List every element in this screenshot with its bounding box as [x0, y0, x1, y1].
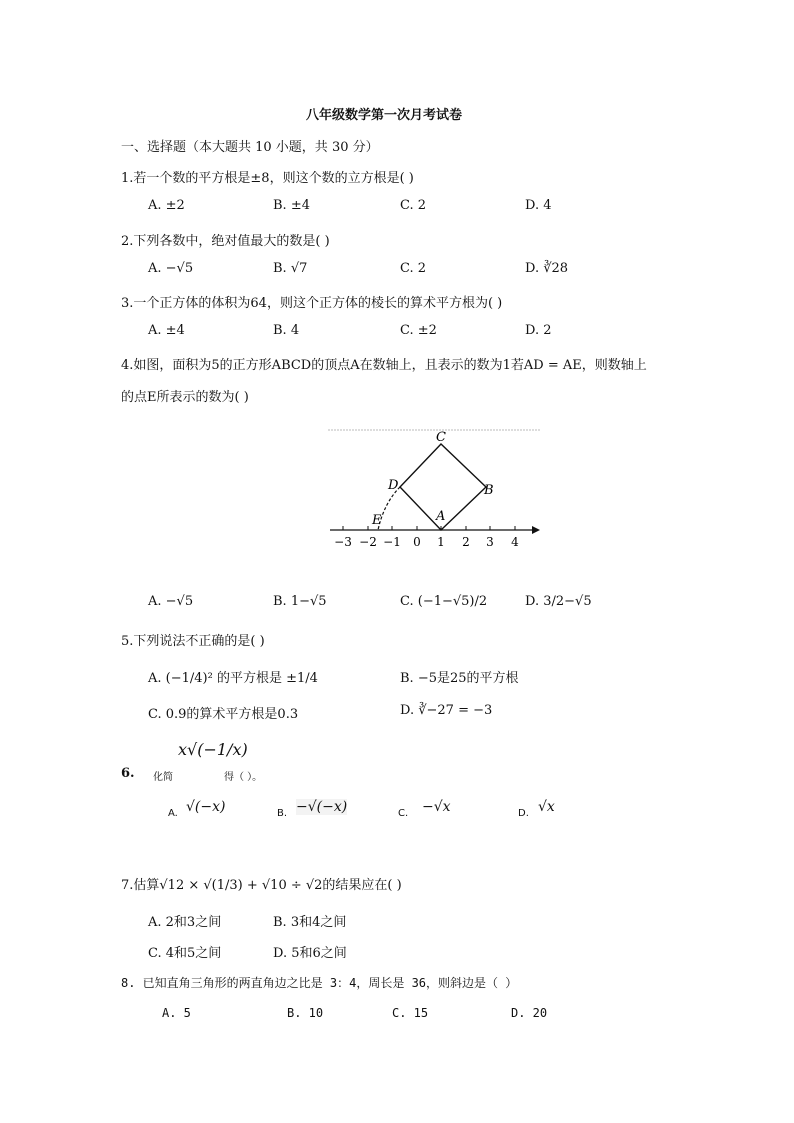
page-title: 八年级数学第一次月考试卷	[306, 108, 463, 123]
number-line-arrow	[532, 526, 540, 534]
q7-option-a: A. 2和3之间	[148, 915, 222, 930]
q6-option-a-letter: A.	[168, 808, 178, 819]
label-b: B	[484, 483, 494, 498]
q1-option-d: D. 4	[525, 198, 552, 213]
question-1-stem: 1.若一个数的平方根是±8，则这个数的立方根是( )	[121, 171, 414, 186]
q7-option-d: D. 5和6之间	[273, 946, 347, 961]
question-4-stem-line2: 的点E所表示的数为( )	[121, 390, 249, 405]
q1-option-a: A. ±2	[148, 198, 185, 213]
q1-option-b: B. ±4	[273, 198, 310, 213]
tick-label: 2	[462, 535, 470, 549]
question-6-suffix: 得（ ）。	[224, 772, 263, 783]
q2-option-c: C. 2	[400, 261, 427, 276]
tick-label: −2	[359, 535, 377, 549]
tick-label: −1	[383, 535, 401, 549]
question-4-stem-line1: 4.如图，面积为5的正方形ABCD的顶点A在数轴上，且表示的数为1若AD = AE，则数轴上	[121, 358, 647, 373]
section-heading: 一、选择题（本大题共 10 小题，共 30 分）	[121, 140, 379, 155]
q4-option-b: B. 1−√5	[273, 594, 327, 609]
q3-option-c: C. ±2	[400, 323, 437, 338]
label-c: C	[436, 430, 446, 445]
question-5-stem: 5.下列说法不正确的是( )	[121, 634, 265, 649]
tick-label: −3	[334, 535, 352, 549]
q4-figure	[320, 425, 545, 555]
q6-option-d-letter: D.	[518, 808, 529, 819]
q2-option-a: A. −√5	[148, 261, 194, 276]
tick-label: 3	[486, 535, 494, 549]
q5-option-b: B. −5是25的平方根	[400, 671, 519, 686]
q6-option-c-expr: −√x	[422, 799, 451, 815]
q6-option-b-expr: −√(−x)	[296, 799, 348, 815]
q4-option-a: A. −√5	[148, 594, 194, 609]
q6-option-b-letter: B.	[277, 808, 288, 819]
question-6-expression: x√(−1/x)	[178, 740, 248, 759]
q8-option-c: C. 15	[392, 1006, 429, 1020]
q7-option-b: B. 3和4之间	[273, 915, 347, 930]
question-2-stem: 2.下列各数中，绝对值最大的数是( )	[121, 234, 330, 249]
label-a: A	[436, 509, 446, 524]
q2-option-d: D. ∛28	[525, 261, 569, 276]
question-7-stem: 7.估算√12 × √(1/3) + √10 ÷ √2的结果应在( )	[121, 878, 402, 893]
question-3-stem: 3.一个正方体的体积为64，则这个正方体的棱长的算术平方根为( )	[121, 296, 503, 311]
tick-label: 4	[511, 535, 519, 549]
q2-option-b: B. √7	[273, 261, 308, 276]
question-8-stem: 8. 已知直角三角形的两直角边之比是 3：4，周长是 36，则斜边是（ ）	[121, 976, 518, 990]
q6-option-c-letter: C.	[398, 808, 409, 819]
q6-option-a-expr: √(−x)	[186, 799, 226, 815]
tick-label: 0	[413, 535, 421, 549]
q1-option-c: C. 2	[400, 198, 427, 213]
q7-option-c: C. 4和5之间	[148, 946, 222, 961]
q8-option-d: D. 20	[511, 1006, 548, 1020]
label-d: D	[388, 478, 399, 493]
q5-option-d: D. ∛−27 = −3	[400, 703, 493, 718]
q5-option-a: A. (−1/4)² 的平方根是 ±1/4	[148, 671, 318, 686]
label-e: E	[372, 513, 382, 528]
q3-option-b: B. 4	[273, 323, 300, 338]
q3-option-d: D. 2	[525, 323, 552, 338]
q4-option-c: C. (−1−√5)/2	[400, 594, 488, 609]
q8-option-a: A. 5	[162, 1006, 191, 1020]
question-6-prefix: 化简	[153, 772, 173, 783]
question-6-number: 6.	[121, 766, 135, 781]
q3-option-a: A. ±4	[148, 323, 185, 338]
q4-option-d: D. 3/2−√5	[525, 594, 592, 609]
q8-option-b: B. 10	[287, 1006, 324, 1020]
tick-label: 1	[437, 535, 445, 549]
q6-option-d-expr: √x	[538, 799, 555, 815]
q5-option-c: C. 0.9的算术平方根是0.3	[148, 707, 299, 722]
